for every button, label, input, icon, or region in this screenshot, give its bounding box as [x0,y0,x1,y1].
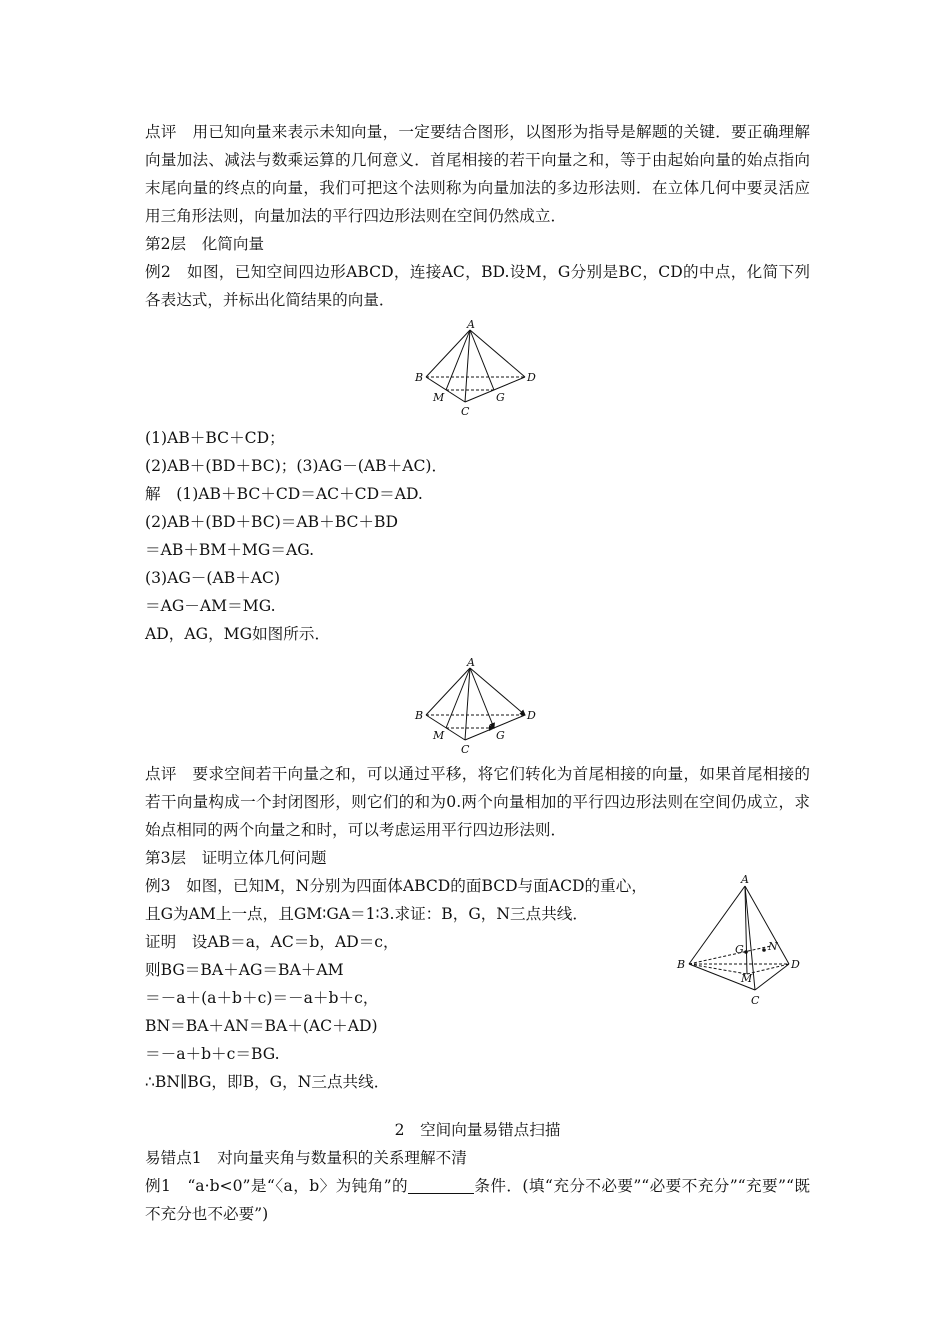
label-B: B [414,371,423,384]
ex3-line: ∴BN∥BG，即B，G，N三点共线． [145,1073,390,1091]
section-2-heading: 2 空间向量易错点扫描 [394,1121,561,1139]
example-2-solution [145,424,810,648]
example-1-statement [145,1172,810,1228]
label-A: A [466,658,475,669]
ex3-line: 证明 设AB＝a，AC＝b，AD＝c， [145,933,399,951]
tetrahedron-figure-3 [675,874,805,1010]
ex3-line: 例3 如图，已知M，N分别为四面体ABCD的面BCD与面ACD的重心， [145,877,647,895]
label-B: B [414,709,423,722]
ex2-line: AD，AG，MG如图所示． [145,625,331,643]
label-C: C [751,994,760,1007]
label-C: C [460,405,469,418]
tetrahedron-figure-1 [413,320,543,420]
ex2-line: 解 (1)AB＋BC＋CD＝AC＋CD＝AD. [145,485,423,503]
label-M: M [432,391,444,404]
ex3-line: 则BG＝BA＋AG＝BA＋AM [145,961,344,979]
ex3-line: ＝－a＋(a＋b＋c)＝－a＋b＋c， [145,989,379,1007]
ex2-line: (1)AB＋BC＋CD； [145,429,285,447]
ex2-line: (2)AB＋(BD＋BC)；(3)AG－(AB＋AC)． [145,457,448,475]
review-paragraph-1: 点评 用已知向量来表示未知向量，一定要结合图形，以图形为指导是解题的关键．要正确理解向量加法、减法与数乘运算的几何意义．首尾相接的若干向量之和，等于由起始向量的始点指向末尾向量的终点的向量，我们可把这个法则称为向量加法的多边形法则．在立体几何中要灵活应用三角形法则，向量加法的平行四边形法则在空间仍然成立． [145,123,810,225]
label-G: G [495,729,505,742]
label-M: M [741,972,753,985]
ex3-line: BN＝BA＋AN＝BA＋(AC＋AD) [145,1017,378,1035]
ex3-line: 且G为AM上一点，且GM∶GA＝1∶3.求证：B，G，N三点共线． [145,905,588,923]
pitfall-1-heading: 易错点1 对向量夹角与数量积的关系理解不清 [145,1149,467,1167]
label-C: C [460,743,469,756]
label-D: D [526,709,536,722]
ex2-line: ＝AG－AM＝MG. [145,597,276,615]
label-B: B [677,958,686,971]
label-G: G [495,391,505,404]
ex3-line: ＝－a＋b＋c＝BG. [145,1045,280,1063]
tetrahedron-figure-2 [413,658,543,758]
ex2-line: (3)AG－(AB＋AC) [145,569,281,587]
review-paragraph-2: 点评 要求空间若干向量之和，可以通过平移，将它们转化为首尾相接的向量，如果首尾相接的若干向量构成一个封闭图形，则它们的和为0.两个向量相加的平行四边形法则在空间仍成立，求始点相同的两个向量之和时，可以考虑运用平行四边形法则． [145,765,810,839]
ex2-line: (2)AB＋(BD＋BC)＝AB＋BC＋BD [145,513,398,531]
layer-2-heading: 第2层 化简向量 [145,235,265,253]
label-N: N [768,940,778,953]
label-A: A [741,874,749,886]
label-D: D [526,371,536,384]
example-2-statement: 例2 如图，已知空间四边形ABCD，连接AC，BD.设M，G分别是BC，CD的中点，化简下列各表达式，并标出化简结果的向量． [145,263,810,309]
layer-3-heading: 第3层 证明立体几何问题 [145,849,327,867]
answer-blank[interactable] [408,1175,474,1194]
example-1-post: 条件．(填“充分不必要”“必要不充分”“充要”“既不充分也不必要”) [145,1177,811,1223]
example-3-block [145,872,810,1096]
label-A: A [466,320,475,331]
label-D: D [791,958,800,971]
label-G: G [735,943,744,956]
label-M: M [432,729,444,742]
ex2-line: ＝AB＋BM＋MG＝AG. [145,541,315,559]
example-1-pre: 例1 “a·b<0”是“〈a，b〉为钝角”的 [145,1177,409,1195]
document-page [145,118,810,1228]
